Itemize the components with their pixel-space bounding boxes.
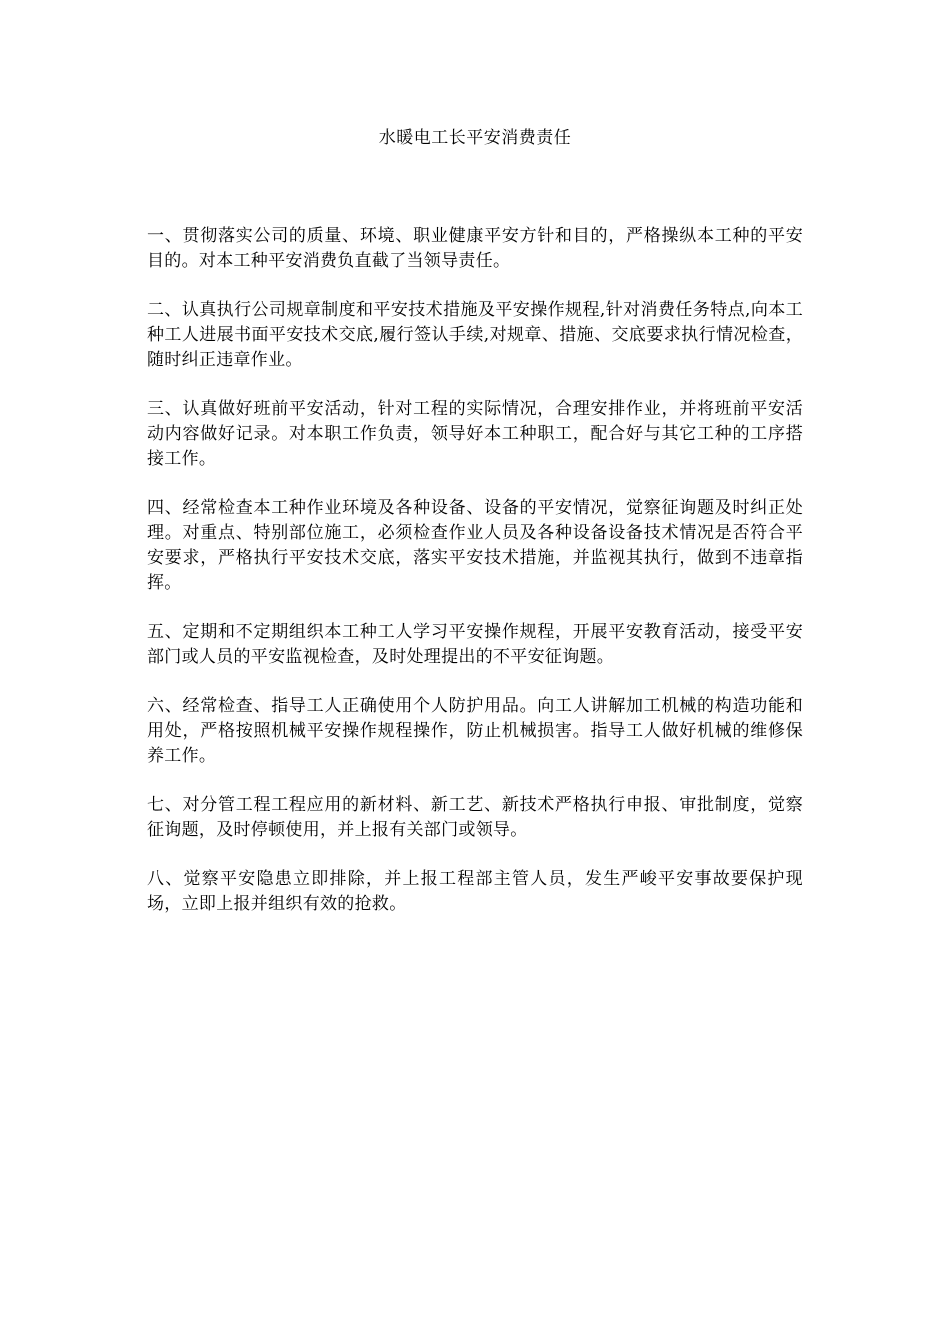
paragraph-2: 二、认真执行公司规章制度和平安技术措施及平安操作规程,针对消费任务特点,向本工种工人进展书面平安技术交底,履行签认手续,对规章、措施、交底要求执行情况检查，随时纠正违章作业。 <box>147 300 803 370</box>
paragraph-1: 一、贯彻落实公司的质量、环境、职业健康平安方针和目的，严格操纵本工种的平安目的。对本工种平安消费负直截了当领导责任。 <box>147 226 803 271</box>
document-title: 水暖电工长平安消费责任 <box>378 128 572 148</box>
paragraph-6: 六、经常检查、指导工人正确使用个人防护用品。向工人讲解加工机械的构造功能和用处，严格按照机械平安操作规程操作，防止机械损害。指导工人做好机械的维修保养工作。 <box>147 696 803 766</box>
paragraph-3: 三、认真做好班前平安活动，针对工程的实际情况，合理安排作业，并将班前平安活动内容做好记录。对本职工作负责，领导好本工种职工，配合好与其它工种的工序搭接工作。 <box>147 399 803 469</box>
paragraph-7: 七、对分管工程工程应用的新材料、新工艺、新技术严格执行申报、审批制度，觉察征询题，及时停顿使用，并上报有关部门或领导。 <box>147 795 803 840</box>
document-body <box>147 224 803 941</box>
paragraph-4: 四、经常检查本工种作业环境及各种设备、设备的平安情况，觉察征询题及时纠正处理。对重点、特别部位施工，必须检查作业人员及各种设备设备技术情况是否符合平安要求，严格执行平安技术交底，落实平安技术措施，并监视其执行，做到不违章指挥。 <box>147 498 803 593</box>
paragraph-8: 八、觉察平安隐患立即排除，并上报工程部主管人员，发生严峻平安事故要保护现场，立即上报并组织有效的抢救。 <box>147 869 803 914</box>
paragraph-5: 五、定期和不定期组织本工种工人学习平安操作规程，开展平安教育活动，接受平安部门或人员的平安监视检查，及时处理提出的不平安征询题。 <box>147 622 803 667</box>
